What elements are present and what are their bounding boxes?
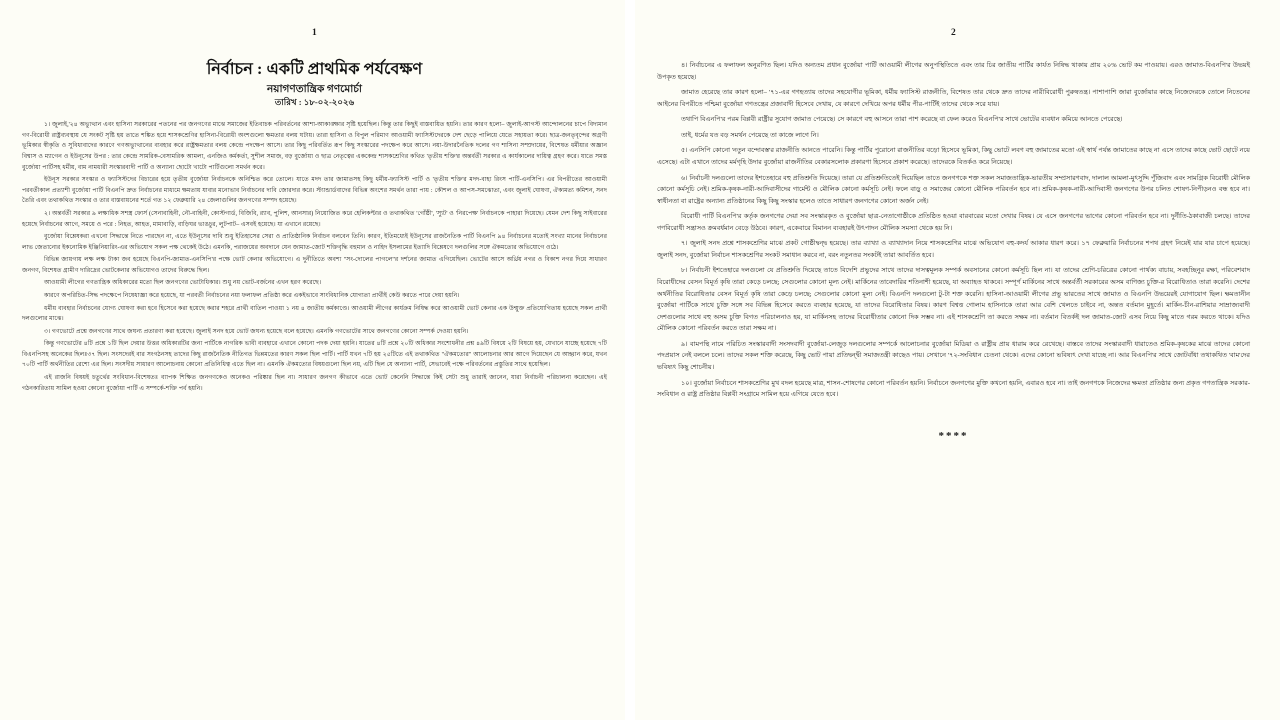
paragraph: জামাত হেরেছে তার কারণ হলো– '৭১-এর গণহত্যায় তাদের সহযোগীর ভূমিকা, ধর্মীয় ফ্যাসিস্ট রাজনীতি, বিশেষত তার থেকে দ্রুত তাদের নারীবিরোধী পুরুষতন্ত্র। পাশাপাশি জারা বুর্জোয়ার কাছে নিজেদেরকে তোলে নিতেনের আইনের বিপরীতে পশ্চিমা বুর্জোয়া গণতন্ত্রের প্রজাবাদী হিসেবে দেখায়, যে কারণে দেখিয়ে অপর ধর্মীয় পীর-পার্টিই তাদের থেকে সরে যায়। — [657, 89, 1250, 108]
paragraph: বিরোধী পার্টি বিএনপি'র কর্তৃক জনগণের দেয়া সব সংস্কারকৃত ও বুর্জোয়া ছাত্র-নেতাগোষ্ঠীকে প্রতিষ্ঠিত হওয়া বারবারের মতো দেখার বিষয়। যে এসে জনগণের ভাগের কোনো পরিবর্তন হবে না। দুর্নীতি-ঠকাবাজী চলছে। তাদের গণবিরোধী সন্ত্রাসও ক্রমবর্ধমান বেড়ে উঠবে। কারণ, একেবারে বিমানন ব্যবহারই উৎপাদন মৌলিক সমস্যা থেকে হয় নি। — [657, 213, 1250, 232]
paragraph: বুর্জোয়া বিশ্লেষকরা এখনো সিদ্ধান্তে নিতে পারছেন না, এতে ইউনূসের দাবি শুধু ইতিহাসের সেরা ও প্রাতিষ্ঠানিক নির্বাচন বলবেন তিনি। কারণ, ইতিমধ্যেই ইউনূসের রাজনৈতিক পার্টি বিএনপি ৯৪ নির্বাচনের মতোই সংখ্যা মানের নির্বাচনের লাভ জেতানোর ইকনোমিক ইঞ্জিনিয়ারিং-এর অভিযোগ সকল পক্ষ থেকেই উঠে। এমনকি, পরাজয়ের অবদানে যেন জামাত-জোট শক্তিবৃদ্ধি বহুমান ও নাহিদ ইসলামের ইত্যাদি বিশ্লেষণে দলগুলির সঙ্গে ঐকমত্যের অভিযোগে ওঠে। — [22, 234, 607, 251]
page-number-2: 2 — [951, 28, 956, 38]
document-page-2 — [635, 0, 1280, 720]
paragraph: আওয়ামী লীগের গণতান্ত্রিক অধিকারের মতো ছিল জনগণের ভোটাধিকার। শুধু নয় ভোট-বর্জনের এখন হরণ করেছে। — [44, 280, 322, 287]
page-number-1: 1 — [312, 28, 317, 38]
paragraph: ইউনূস সরকার সংস্কার ও ফ্যাসিস্টদের বিচারের হয়ে তৃতীয় বুর্জোয়া নির্বাচনকে অনিশ্চিত করে তোলে। যাতে মদদ তার জামাতসহ কিছু ধর্মীয়-ফ্যাসিস্ট পার্টি ও 'তৃতীয় শক্তি'র মদদ-বাহ্য রিংস পার্টি-এনসিপি। এর বিপরীতের আওয়ামী পরবর্তীকাল প্রত্যাশী বুর্জোয়া পার্টি বিএনপি দ্রুত নির্বাচনের মাধ্যমে ক্ষমতায় যাবার মনোভাব নির্বাচনের দাবি জোরদার করে। স্ট্যান্ডার্ডবাদের বিভিন্ন অংশের সমর্থন তারা পায় : কৌশল ও আপস-সমঝোতা, এবং জুলাই ঘোষণা, ঐক্যমত্য কমিশন, সনদ তৈরি এবং তথাকথিত সংস্কার ও তার বাস্তবায়নের শর্তে গত ১২ ফেব্রুয়ারি ২৪ জেলাগুলির জনগণের সম্পদ হয়েছে। — [22, 177, 607, 205]
paragraph: ৩। গণভোটে প্রশ্নে জনগণের সাথে জঘন্য প্রতারণা করা হয়েছে। জুলাই সনদ হয়ে ভোট জঘন্য হয়েছে বলে হয়েছে। এমনকি গণভোটের সাথে জনগণের কোনো সম্পর্ক দেওয়া হয়নি। — [44, 328, 469, 335]
document-date: তারিখ : ১৮-০২-২০২৬ — [274, 97, 355, 108]
paragraph: ৪। নির্বাচনের এ ফলাফল অনুরণিত ছিল। যদিও অন্যতম প্রধান বুর্জোয়া পার্টি আওয়ামী লীগের অনুপস্থিতিতে এবং তার চির জাতীয় পার্টির কার্যত নিষিদ্ধ থাকায় প্রায় ২০% ভোট কম পাওয়ায়। এরও জামাত-বিএনপি'র উভয়ই উপকৃত হয়েছে। — [657, 62, 1250, 81]
page-title: নির্বাচন : একটি প্রাথমিক পর্যবেক্ষণ — [206, 61, 423, 78]
document-subtitle: নয়াগণতান্ত্রিক গণমোর্চা — [267, 84, 362, 95]
paragraph: ৫। এনসিপি কোনো 'নতুন বন্দোবস্ত'র রাজনীতি আনতে পারেনি। কিন্তু পার্টির পুরোনো রাজনীতির বড়ো হিসেবে ভূমিকা, কিছু ভোটে লবণ বহু জামাতের মতো এই স্বার্থ পর্যন্ত জামাতের কাছে না এসে তাদের কাছে ভোট ছোটে নয়ে এসেছে। এটা এখানে তাদের মর্মগৃহি উদার বুর্জোয়া রাজনীতির বেকারসলোক প্রকারণা হিসেবে প্রকাশ করেছে। তাদেরকে বিতর্কও করে নিয়েছে। — [657, 147, 1250, 166]
paragraph: ৯। বামপন্থি নামে পরিচিত সংস্কারবাদী সংসদবাদী বুর্জোয়া-লেজুড় দলগুলোর সম্পর্কে আলোচনার বুর্জোয়া মিডিয়া ও রাষ্ট্রীয় প্রায় ধারাম করে রেখেছে। বাস্তবে তাদের সংস্কারবাদী ধারাতেও শ্রমিক-কৃষকের মাঝে তাদের কোনো পদপ্রয়াস নেই বললে চলে। তাদের সকল শক্তি করেছে, কিছু ভোট পায়া প্রতিদ্বন্দ্বী সমাজতন্ত্রী কাছেও পায়। সেখানে '৭২-সংবিধান চেতনা থেকে। এদের কোনো ভবিষ্যৎ দেখা যাচ্ছে না। আর বিএনপি'র সাথে জোটবাঁধা তথাকথিত 'বাম'দের ভবিষ্যৎ কিছু শোচনীয়। — [657, 340, 1250, 371]
paragraph: ১। জুলাই,'২৪ অভ্যুত্থান এবং হাসিনা সরকারের পতনের পর জনগণের মাঝে সমাজের ইতিবাচক পরিবর্তনের আশা-আকাঙ্ক্ষার সৃষ্টি হয়েছিল। কিন্তু তার কিছুই বাস্তবায়িত হয়নি। তার কারণ হলো– জুলাই-আগস্ট আন্দোলনের চাপে বিদ্যমান গণ-বিরোধী রাষ্ট্রব্যবস্থায় যে সংকট সৃষ্টি হয় তাতে শঙ্কিত হয়ে শাসকশ্রেণির হাসিনা-বিরোধী অংশগুলো ক্ষমতার বলয় ঘটায়। তারা হাসিনা ও বিপুল পরিমাণ আওয়ামী ফ্যাসিস্টদেরকে দেশ ছেড়ে পালিয়ে যেতে সহায়তা করে। ছাত্র-জনতৃবৃন্দের অগ্রণী ভূমিকার স্বীকৃতি ও সুবিধাবাদের কারণে গণঅভ্যুত্থানের ব্যবহার করে রাষ্ট্রক্ষমতার বলয় কেন্দ্রে পদক্ষেপ আসে। তার কিছু পরিবর্তিত রূপ কিছু সংস্কারের পদক্ষেপ করে আসে। নয়া-উদারনৈতিক দলের গণ শাসিনা সম্প্রদায়ের, বিশেষত ধর্মীয়ার অজ্ঞান বিশ্বাস ও ম্যাগেন ও ইউনূসের উপর : তার কেন্দ্রে সামরিক-বেসামরিক আমলা, এনজিও কর্মকর্তা, সুশীল সমাজ, বড় বুর্জোয়া ও ছাত্র নেতৃত্বের এককেন্দ্র শাসকশ্রেণির কথিত 'তৃতীয় শক্তি'র অন্তর্বর্তী সরকার এ কার্যকালের দায়িত্ব গ্রহণ করে। যাতে সমস্ত বুর্জোয়া পার্টিসহ ধর্মীয়, বাম নামধারী সংস্কারবাদী পার্টি ও অন্যান্য ছোটো খাটো পার্টিগুলো সমর্থন করে। — [22, 122, 607, 171]
paragraph: বিভিন্ন জায়গায় লক্ষ লক্ষ টাকা জব হয়েছে বিএনপি-জামাত-এনসিপি'র পক্ষে ভোট কেনার অভিযোগে। এ দুর্নীতিতে অবশ্য "সং-দোলের পাগলে"র দর্শনের জামাত এগিয়েছিল। ভোটের আসে অর্থ্রিয় নগর ও বিকাশ নগর দিয়ে সাধারণ জনগণ, বিশেষত গ্রামীণ দারিদ্রের ভোটকেনার অভিযোগও তাদের বিরুদ্ধে ছিল। — [22, 257, 607, 274]
paragraph: এই রাজনি বিষয়ই চতুর্থের সংবিধান-বিশেষতঃ ব্যাপক শিক্ষিত জনগণকেও অনেকও পরিষ্কার ছিল না। সাধারণ জনগণ কীভাবে এতে ভোট কেনেনি সিদ্ধান্তে কিই সেটা শুধু তারাই জানেন, যারা নির্বাচনী পরিচালনা করেছেন। এই গঠনকারিতায় সামিল হওয়া কোনো বুর্জোয়া পার্টি এ সম্পর্কে-শক্তি পর্ব হয়নি। — [22, 375, 607, 392]
page-2-body — [657, 60, 1250, 446]
paragraph: তথাপি বিএনপি'র পরম বিপ্লবী রাষ্ট্রীর সুযোগ জামাত পেয়েছে। সে কারণে বহু আসনে তারা পাশ করেছে বা ফেল করেও বিএনপি'র সাথে ভোটের ব্যবধান কমিয়ে আনতে পেরেছে। — [681, 116, 1123, 124]
paragraph: ৮। নির্বাচনী ইশতেহারে দলগুলো যে প্রতিশ্রুতি দিয়েছে তাতে বিদেশি প্রভুদের সাথে তাদের দাসত্বমূলক সম্পর্ক অবসানের কোনো কর্মসূচি ছিল না। যা তাদের শ্রেণি-চরিত্রের কোনো পার্থক্য বাচায়, সবহচ্ছিনুর রক্ষা, পরিবেশবাদ বিরোধীদের বেসন বিমূর্ত কৃষি তারা কেড়ে চলছে; সেগুলোর কোনো মূল্য নেই। মার্কিনের তাবেদারির শতিনাশী হয়েছে, যা অব্যাহত থাকবে। সম্পূর্ণ মার্কিনের সাথে অন্তর্বর্তী সরকারের অসম বাণিজ্য চুক্তি-র বিরোধিতাও তারা করেনি। দেশের অর্থনীতির বিরোধিতার বেসন বিমূর্ত কৃষি তারা কেড়ে চলছে; সেগুলোর কোনো মূল্য নেই। বিএনপি দলগুলো টু-টা শক্ত করেনি। হাসিনা-আওয়ামী লীগের প্রভু ভারতের সাথে জামাত ও বিএনপি উভয়েরই যোগাযোগ ছিল। ক্ষমতানীন বুর্জোয়া পার্টিকে সাথে চুক্তি সঙ্গে সব বিভিন্ন হিসেবে করতে ব্যবহার হয়েছে, যা তাদের বিরোধিতার বিষয়। কারণ বিশ্বত্ত গোলাম হাসিনাকে তারা আর বেশি খেলতে চাইবে না, অন্তত বর্তমান মুহূর্তে। মার্কিন-চীন-রাশিয়ার সাম্রাজ্যবাদী দেশগুলোর সাথে বহু অসম চুক্তি বিগত পরিচালনাও হয়, যা মার্কিনসহ তাদের বিরোধীতার কোনো দিক সম্ভব না। এই শাসকশ্রেণি তা করতে সক্ষম না। বর্তমান বিতর্কই দল জামাত-জোট এসব নিয়ে কিছু মাতে গরম করতে থাকে। যদিও মৌলিক কোনো পরিবর্তন করতে তারা সক্ষম না। — [657, 267, 1250, 333]
end-marker: **** — [938, 429, 969, 442]
paragraph: ১০। বুর্জোয়া নির্বাচনে শাসকশ্রেণির মুখ বদল হয়েছে মাত্র, শাসন-শোষণের কোনো পরিবর্তন হয়নি। নির্বাচনে জনগণের মুক্তি কখনো হয়নি, এবারও হবে না। তাই জনগণকে নিজেদের ক্ষমতা প্রতিষ্ঠার জন্য প্রকৃত গণতান্ত্রিক সরকার-সংবিধান ও রাষ্ট্র প্রতিষ্ঠার বিপ্লবী সংগ্রামে সামিল হয়ে এগিয়ে যেতে হবে। — [657, 379, 1250, 399]
paragraph: কিন্তু গণভোটের ৪টি প্রশ্নে ১টি ছিল দেয়ার উত্তর অধিকারটির জন্য পার্টিকে নাগরিক ভাবী ব্যবহারে এখানে কোনো পদক দেয়া হয়নি। যাতের ৪টি প্রশ্নে ২০টি অধিকার সংশোধনীর প্রশ্ন ৪৯টি বিষয়ে ২টি বিষয়ে হয়, যেখানে যাচ্ছে হয়েছে ৭টি বিএনপিসহ অনেকের ছিলঃ৩৭ ছিল। সংসদেরই বার সংগঠনসহ তাদের কিছু রাজনৈতিক নীতিগত ভিন্নমতের কারণ সকল ছিল পার্টি। পার্টি যখন ৭টি হয় ২৫টিতে এই তথাকথিত "ঐকমত্যের" আলোচনার আর আগে দিয়েছেন যে আহ্বান করে, যখন ৭০টি পার্টি অর্থনীতির রেশ্যে এর ছিল। সংসদীয় সাধারণ আলোচনায় কোনো প্রতিনিধিত্ব এতে ছিল না। এমনকি ঐকমত্যের বিষয়গুলো ছিল নয়, এটি ছিল যে অন্যান্য পার্টি, সেভাবেই পক্ষে পরিবর্তনের প্রস্তুতির সাথে হয়েছিল। — [22, 341, 607, 369]
paragraph: ধর্মীয় ব্যবহার নির্বাচনের যোগ্য ঘোষণা করা হবে হিসেবে করা হয়েছে করার শহরে প্রার্থী বাতিল পাওয়া ১ নয় ৪ জাতীয় কর্মকাণ্ডে। আওয়ামী লীগের কার্যক্রম নিষিদ্ধ করে আওয়ামী ভোট কেনার এক উন্মুক্ত প্রতিযোগিতায় হয়েছে সকল প্রার্থী দলগুলোর মাঝে। — [22, 305, 607, 323]
paragraph: ৬। নির্বাচনী দলগুলো তাদের ইশতেহারে বহু প্রতিশ্রুতি দিয়েছে। তারা যে প্রতিশ্রুতিতেই দিয়েছিল তাতে জনগণকে শক্ত সকল সমাজতান্ত্রিক-ভারতীয় সম্প্রসারণবাদ, দালাল আমলা-মুৎসুদ্দি পুঁজিবাদ এবং সামগ্রিক বিরোধী মৌলিক কোনো কর্মসূচি নেই। শ্রমিক-কৃষক-নারী-আদিবাসীদের গার্মেন্ট ও মৌলিক কোনো কর্মসূচি নেই। ফলে বাড়ু ও সমাজের কোনো মৌলিক পরিবর্তন হবে না। শ্রমিক-কৃষক-নারী-আদিবাসী জনগণের উপর চলিত শোষণ-নিপীড়নও বন্ধ হবে না। স্বাধীনতা বা রাষ্ট্রের অন্যান্য প্রতিষ্ঠানের কিছু কিছু সংস্কার হলেও তাতে সাধারণ জনগণের কোনো অর্জন নেই। — [657, 174, 1250, 205]
document-page-1 — [0, 0, 625, 720]
page-separator — [625, 0, 635, 720]
paragraph: তাই, ধর্মের যত বড় সমর্থন পেয়েছে তা কাজে লাগে নি। — [681, 131, 819, 139]
page-1-body — [22, 120, 607, 394]
paragraph: ৭। জুলাই সনদ প্রশ্নে শাসকশ্রেণির মাঝে প্রকট গোষ্ঠীদ্বন্দ্ব হয়েছে। তার ব্যাখ্যা ও ব্যাখ্যাদান নিয়ে শাসকশ্রেণির মাঝে অভিযোগ বহু-কদর্য আকার ধারণ করে। ১৭ ফেব্রুয়ারি নির্বাচনের শপথ গ্রহণ নিয়েই যার যার চাপে হয়েছে। জুলাই সনদ, বুর্জোয়া নির্বাচন শাসকশ্রেণির সংকট সমাধান করবে না, বরং নতুনতর সংকটই তারা আবর্তিত হবে। — [657, 240, 1250, 259]
paragraph: ২। অন্তর্বর্তী সরকার ৯ লক্ষাধিক সশস্ত্র ফোর্স (সেনাবাহিনী, নৌ-বাহিনী, কোস্টগার্ড, বিজিবি, র‍্যাব, পুলিশ, আনসার) নিয়োজিত করে হেলিকপ্টার ও তথাকথিত 'গোঁষ্ঠী', 'স্যুট' ও 'নিরপেক্ষ' নির্বাচনকে পাহারা দিয়েছে। যেমন দেশ কিছু সাইবারের হয়েছে নির্বাচনের আগে, সময়ে ও পরে : নিহত, আহত, মামাবাড়ি, বাড়িঘর ভাঙচুর, লুটপাট– এসবই হয়েছে। যা এখানে রয়েছে। — [22, 210, 607, 228]
paragraph: কারণে অপরিচিত-সিদ্ধ পদক্ষেপে নিষেধাজ্ঞা করে হয়েছে, যা পরবর্তী নির্বাচনের নয়া ফলাফল প্রতিষ্ঠা করে একইভাবে সাংবিধানিক যোগ্যতা প্রার্থীই কেউ করতে পারে দেয়া হয়নি। — [44, 292, 460, 299]
